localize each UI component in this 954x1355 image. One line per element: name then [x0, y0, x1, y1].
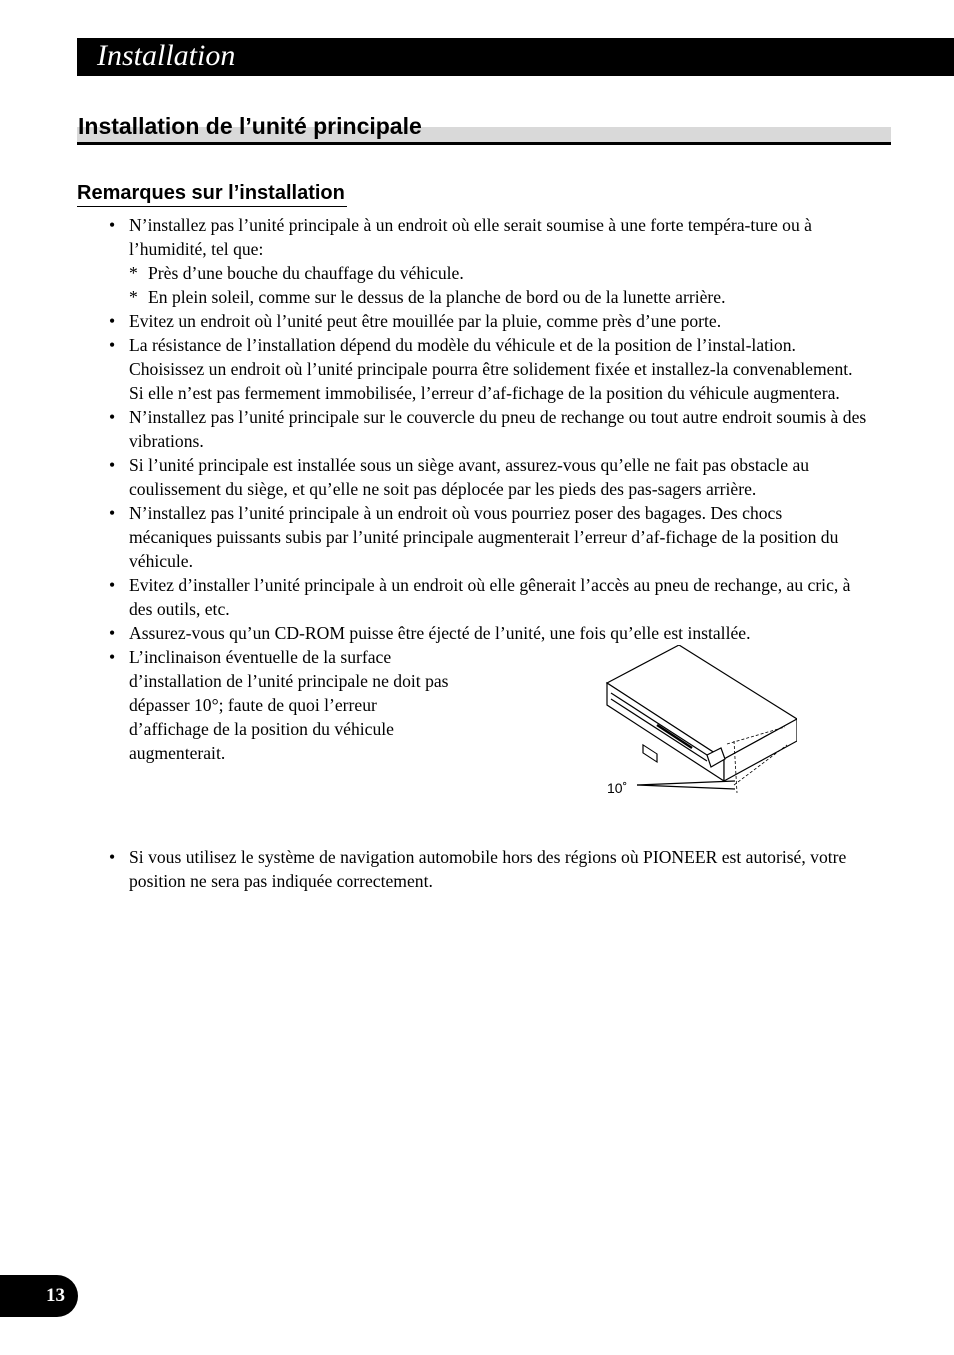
bullet: •	[109, 215, 116, 235]
bullet: •	[109, 311, 116, 331]
list-item-text: L’inclinaison éventuelle de la surface d’installation de l’unité principale ne doit pas dépasser 10°; faute de quoi l’erreur d’affichage de la position du véhicule augmenterait.	[129, 647, 449, 763]
list-item-text: Assurez-vous qu’un CD-ROM puisse être éjecté de l’unité, une fois qu’elle est installée.	[129, 623, 751, 643]
angle-leader-line	[637, 781, 735, 785]
tilt-note-with-figure	[107, 645, 867, 805]
front-panel-button	[643, 745, 657, 762]
angle-label: 10˚	[607, 780, 628, 796]
chapter-title: Installation	[97, 39, 236, 72]
bullet: •	[109, 335, 116, 355]
section-heading	[77, 110, 891, 146]
list-item-text: Evitez un endroit où l’unité peut être mouillée par la pluie, comme près d’une porte.	[129, 311, 722, 331]
list-item-text: Evitez d’installer l’unité principale à un endroit où elle gênerait l’accès au pneu de rechange, au cric, à des outils, etc.	[129, 575, 851, 619]
page-number: 13	[46, 1285, 65, 1306]
section-title: Installation de l’unité principale	[78, 113, 422, 139]
list-item-text: N’installez pas l’unité principale à un endroit où vous pourriez poser des bagages. Des chocs mécaniques puissants subis par l’unité principale augmenterait l’erreur d’af-fichage de la position du véhicule.	[129, 503, 839, 571]
list-item-text: Si vous utilisez le système de navigation automobile hors des régions où PIONEER est autorisé, votre position ne sera pas indiquée correctement.	[129, 847, 847, 891]
subsection-title: Remarques sur l’installation	[77, 180, 347, 207]
list-item	[107, 453, 867, 501]
list-item-text: N’installez pas l’unité principale sur le couvercle du pneu de rechange ou tout autre endroit soumis à des vibrations.	[129, 407, 867, 451]
list-item-text: La résistance de l’installation dépend du modèle du véhicule et de la position de l’instal-lation. Choisissez un endroit où l’unité principale pourra être solidement fixée et installez-la convenablement. Si elle n’est pas fermement immobilisée, l’erreur d’af-fichage de la position du véhicule augmentera.	[129, 335, 853, 403]
page-number-tab	[0, 1275, 78, 1317]
bullet: •	[109, 455, 116, 475]
spacer	[107, 805, 867, 845]
sub-list-item-text: Près d’une bouche du chauffage du véhicule.	[148, 263, 464, 283]
angle-leader-line	[637, 785, 735, 789]
bullet: •	[109, 407, 116, 427]
list-item	[107, 309, 867, 333]
list-item	[107, 621, 867, 645]
list-item	[107, 645, 449, 805]
sub-list-item	[107, 285, 867, 309]
asterisk: *	[129, 287, 138, 307]
list-item	[107, 333, 867, 405]
list-item	[107, 213, 867, 261]
chapter-header-bar	[77, 38, 954, 76]
tilt-angle-illustration	[597, 645, 797, 805]
sub-list-item	[107, 261, 867, 285]
notes-list	[107, 213, 867, 893]
bullet: •	[109, 575, 116, 595]
list-item-text: N’installez pas l’unité principale à un endroit où elle serait soumise à une forte tempéra-ture ou à l’humidité, tel que:	[129, 215, 812, 259]
sub-list-item-text: En plein soleil, comme sur le dessus de la planche de bord ou de la lunette arrière.	[148, 287, 726, 307]
list-item	[107, 405, 867, 453]
bullet: •	[109, 647, 116, 667]
section-heading-rule	[77, 142, 891, 145]
list-item	[107, 573, 867, 621]
asterisk: *	[129, 263, 138, 283]
list-item	[107, 845, 867, 893]
bullet: •	[109, 503, 116, 523]
bullet: •	[109, 847, 116, 867]
bullet: •	[109, 623, 116, 643]
list-item-text: Si l’unité principale est installée sous un siège avant, assurez-vous qu’elle ne fait pas obstacle au coulissement du siège, et qu’elle ne soit pas déplocée par les pieds des pas-sagers arrière.	[129, 455, 810, 499]
list-item	[107, 501, 867, 573]
